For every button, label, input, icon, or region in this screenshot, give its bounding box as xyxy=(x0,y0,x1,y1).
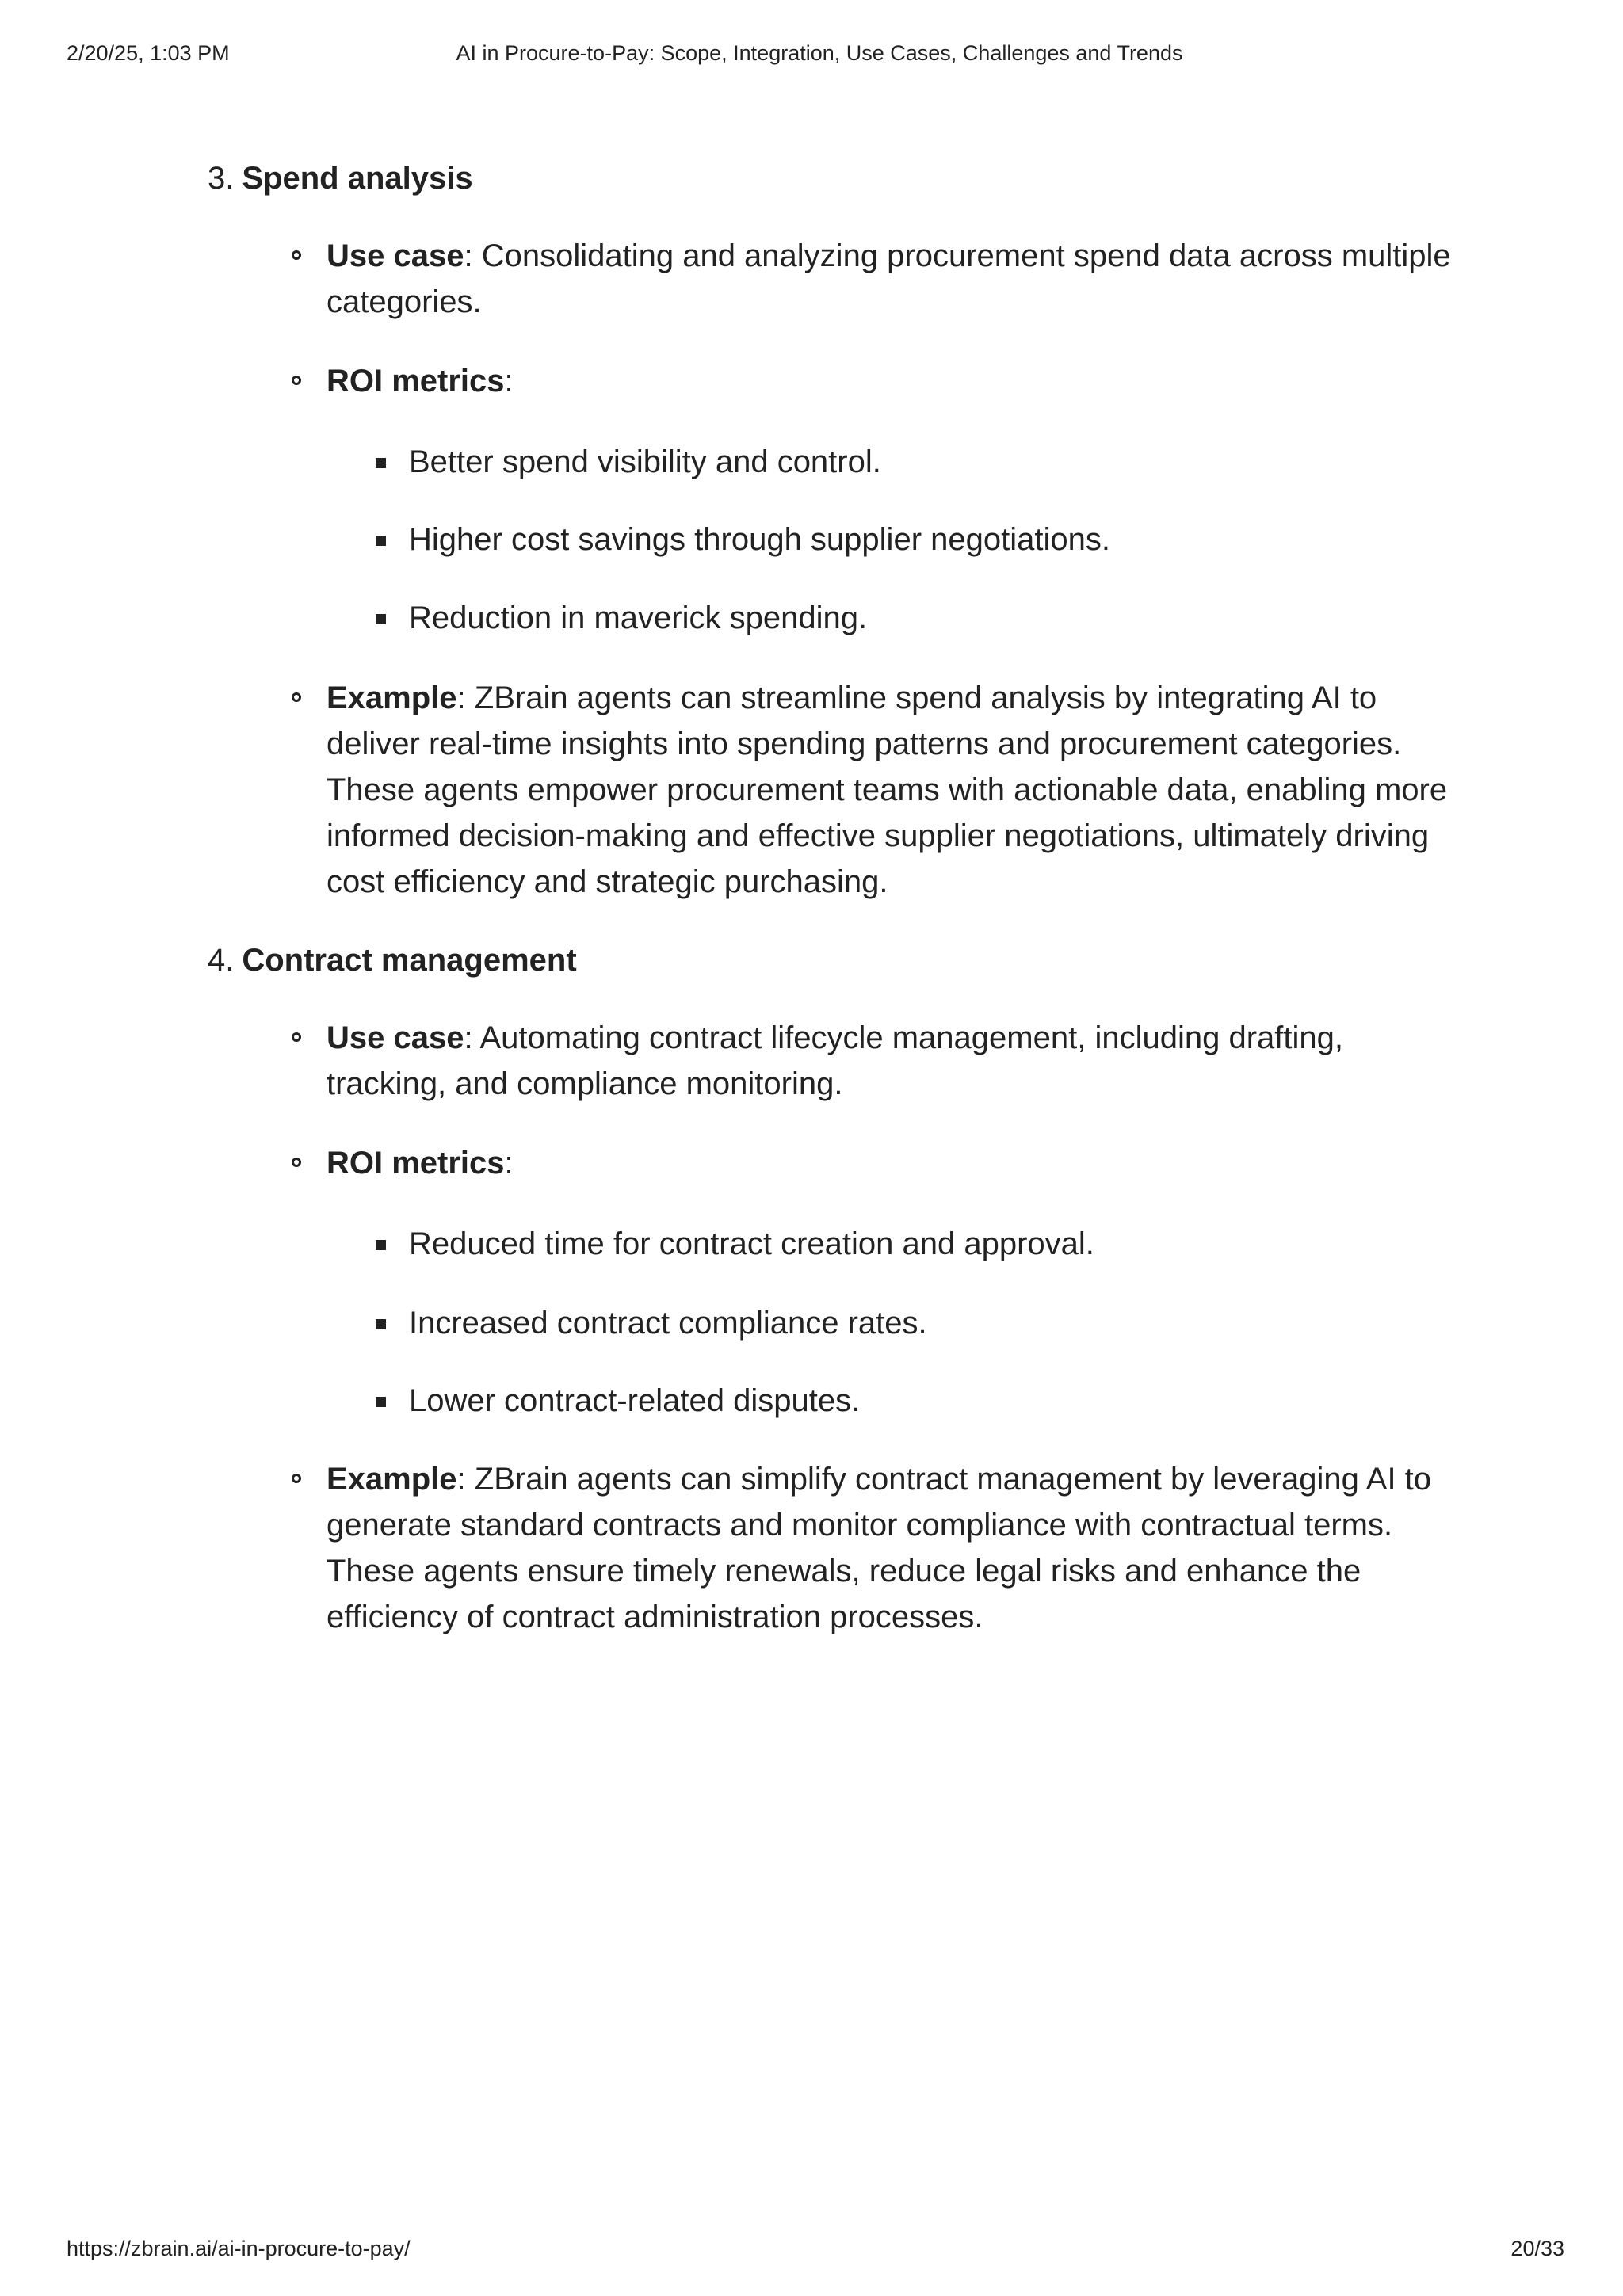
square-bullet-icon xyxy=(376,458,386,468)
circle-bullet-icon xyxy=(292,376,301,385)
page-url: https://zbrain.ai/ai-in-procure-to-pay/ xyxy=(67,2237,411,2260)
roi-metrics-label: ROI metrics xyxy=(327,364,505,399)
use-case-text: : Consolidating and analyzing procurement spend data across multiple categories. xyxy=(327,238,1451,319)
use-case-text: : Automating contract lifecycle management, including drafting, tracking, and compliance monitoring. xyxy=(327,1020,1343,1101)
example-label: Example xyxy=(327,1462,457,1497)
roi-metric-list-item xyxy=(409,1381,1439,1421)
roi-metric-text: Lower contract-related disputes. xyxy=(409,1383,861,1418)
roi-metric-list-item xyxy=(409,598,1439,638)
square-bullet-icon xyxy=(376,1397,386,1407)
example-text: : ZBrain agents can simplify contract management by leveraging AI to generate standard contracts and monitor compliance with contractual terms. These agents ensure timely renewals, reduce legal risks and enhance the efficiency of contract administration processes. xyxy=(327,1462,1432,1634)
print-datetime: 2/20/25, 1:03 PM xyxy=(67,41,230,65)
square-bullet-icon xyxy=(376,614,386,624)
example-item xyxy=(327,1456,1468,1640)
print-header xyxy=(0,41,1623,73)
section-title: Spend analysis xyxy=(242,161,473,196)
example-label: Example xyxy=(327,681,457,715)
roi-metric-list-item xyxy=(409,520,1439,559)
roi-colon: : xyxy=(504,1146,514,1180)
roi-metric-text: Higher cost savings through supplier negotiations. xyxy=(409,522,1110,557)
circle-bullet-icon xyxy=(292,1032,301,1042)
roi-metric-text: Reduced time for contract creation and approval. xyxy=(409,1226,1094,1261)
section-heading-contract-management xyxy=(208,940,577,980)
circle-bullet-icon xyxy=(292,1158,301,1167)
section-number: 3. xyxy=(208,161,235,196)
roi-metrics-label: ROI metrics xyxy=(327,1146,505,1180)
roi-metric-list-item xyxy=(409,1224,1439,1264)
use-case-label: Use case xyxy=(327,238,464,273)
use-case-item xyxy=(327,233,1468,325)
use-case-label: Use case xyxy=(327,1020,464,1055)
section-title: Contract management xyxy=(242,943,577,978)
example-item xyxy=(327,675,1468,905)
circle-bullet-icon xyxy=(292,250,301,260)
square-bullet-icon xyxy=(376,536,386,546)
roi-metrics-item xyxy=(327,358,1468,404)
roi-metrics-item xyxy=(327,1140,1468,1186)
print-footer xyxy=(0,2237,1623,2268)
roi-metric-text: Increased contract compliance rates. xyxy=(409,1306,927,1341)
example-text: : ZBrain agents can streamline spend analysis by integrating AI to deliver real-time insights into spending patterns and procurement categories. These agents empower procurement teams with actionable data, enabling more informed decision-making and effective supplier negotiations, ultimately driving cost efficiency and strategic purchasing. xyxy=(327,681,1448,899)
roi-metric-list-item xyxy=(409,1303,1439,1343)
square-bullet-icon xyxy=(376,1319,386,1329)
circle-bullet-icon xyxy=(292,692,301,702)
page-number: 20/33 xyxy=(1510,2237,1564,2260)
square-bullet-icon xyxy=(376,1240,386,1250)
circle-bullet-icon xyxy=(292,1474,301,1483)
use-case-item xyxy=(327,1015,1468,1107)
roi-colon: : xyxy=(504,364,514,399)
print-page-title: AI in Procure-to-Pay: Scope, Integration, Use Cases, Challenges and Trends xyxy=(456,41,1183,65)
section-heading-spend-analysis xyxy=(208,158,473,198)
roi-metric-text: Better spend visibility and control. xyxy=(409,444,881,479)
section-number: 4. xyxy=(208,943,235,978)
roi-metric-list-item xyxy=(409,442,1439,482)
roi-metric-text: Reduction in maverick spending. xyxy=(409,601,868,635)
